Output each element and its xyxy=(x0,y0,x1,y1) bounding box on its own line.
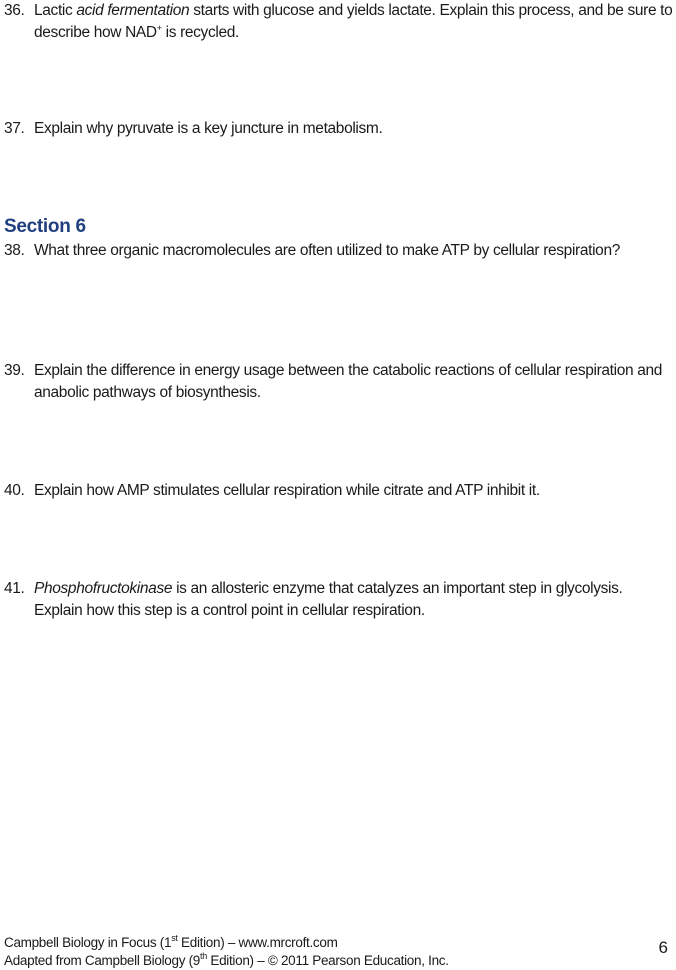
question-number: 37. xyxy=(4,120,25,137)
italic-term: acid fermentation xyxy=(76,2,190,19)
question-number: 40. xyxy=(4,482,25,499)
text: starts with glucose and yields lactate. Explain this process, and be sure to describe how NAD xyxy=(34,2,673,41)
question-text: Explain how AMP stimulates cellular respiration while citrate and ATP inhibit it. xyxy=(34,482,540,499)
footer-line-2 xyxy=(4,952,449,970)
text: Lactic xyxy=(34,2,77,19)
question-text: Explain why pyruvate is a key juncture in metabolism. xyxy=(34,120,383,137)
question-text: What three organic macromolecules are often utilized to make ATP by cellular respiration? xyxy=(34,242,620,259)
text: is an allosteric enzyme that catalyzes an important step in glycolysis. Explain how this step is a control point in cellular respiration. xyxy=(34,580,623,619)
question-39 xyxy=(4,360,674,404)
question-number: 39. xyxy=(4,362,25,379)
text: is recycled. xyxy=(161,24,239,41)
text: Campbell Biology in Focus (1 xyxy=(4,935,172,950)
question-41 xyxy=(4,578,674,622)
superscript: th xyxy=(200,951,207,961)
question-37 xyxy=(4,118,674,140)
question-text xyxy=(34,0,674,44)
page-number: 6 xyxy=(658,938,668,957)
question-36 xyxy=(4,0,674,44)
text: Adapted from Campbell Biology (9 xyxy=(4,953,201,968)
superscript: st xyxy=(171,933,178,943)
text: Edition) – © 2011 Pearson Education, Inc. xyxy=(206,953,449,968)
question-number: 41. xyxy=(4,580,25,597)
footer-line-1 xyxy=(4,934,449,952)
italic-term: Phosphofructokinase xyxy=(34,580,173,597)
question-number: 36. xyxy=(4,2,25,19)
section-heading: Section 6 xyxy=(4,216,86,237)
question-40 xyxy=(4,480,674,502)
question-number: 38. xyxy=(4,242,25,259)
question-text: Explain the difference in energy usage between the catabolic reactions of cellular respiration and anabolic pathways of biosynthesis. xyxy=(34,362,663,401)
superscript: + xyxy=(156,23,162,33)
text: Edition) – www.mrcroft.com xyxy=(177,935,338,950)
question-text xyxy=(34,578,674,622)
footer xyxy=(4,934,449,970)
question-38 xyxy=(4,240,674,262)
